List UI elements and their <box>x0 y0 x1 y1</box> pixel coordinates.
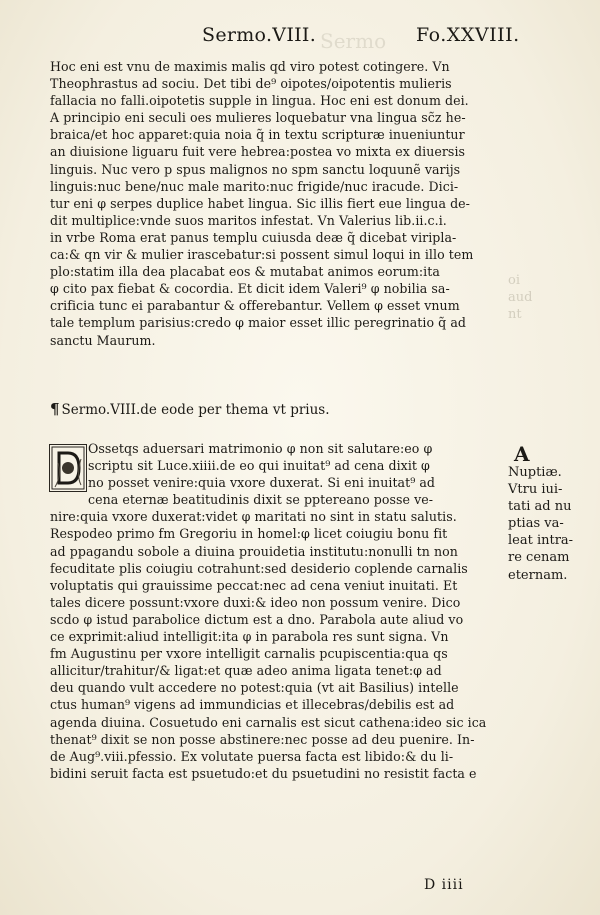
section-heading <box>50 400 330 418</box>
text-line: crificia tunc ei parabantur & offerebantur. Vellem φ esset vnum <box>50 298 460 314</box>
marginal-line: eternam. <box>508 567 568 583</box>
text-line: in vrbe Roma erat panus templu cuiusda deæ q̃ dicebat viripla- <box>50 229 457 245</box>
text-line: voluptatis qui grauissime peccat:nec ad cena veniut inuitati. Et <box>50 577 458 593</box>
text-line: cena eternæ beatitudinis dixit se pptereano posse ve- <box>88 492 434 508</box>
text-line: tur eni φ serpes duplice habet lingua. Sic illis fiert eue lingua de- <box>50 195 470 211</box>
text-line: agenda diuina. Cosuetudo eni carnalis est sicut cathena:ideo sic ica <box>50 714 487 730</box>
text-line: A principio eni seculi oes mulieres loquebatur vna lingua sc̃z he- <box>50 110 466 126</box>
text-line: ca:& qn vir & mulier irascebatur:si possent simul loqui in illo tem <box>50 247 474 263</box>
text-line: de Aug⁹.viii.pfessio. Ex volutate puersa facta est libido:& du li- <box>50 748 454 764</box>
text-line: nire:quia vxore duxerat:videt φ maritati no sint in statu salutis. <box>50 509 457 525</box>
text-line: allicitur/trahitur/& ligat:et quæ adeo anima ligata tenet:φ ad <box>50 663 442 679</box>
text-block-sermon-continuation <box>50 58 535 349</box>
text-line: fecuditate plis coiugiu cotrahunt:sed desiderio coplende carnalis <box>50 560 468 576</box>
signature-mark: D iiii <box>424 877 464 893</box>
show-through-line: nt <box>508 307 522 322</box>
text-line: fallacia no falli.oipotetis supple in lingua. Hoc eni est donum dei. <box>50 93 469 109</box>
text-line: bidini seruit facta est psuetudo:et du psuetudini no resistit facta e <box>50 765 477 781</box>
text-line: plo:statim illa dea placabat eos & mutabat animos eorum:ita <box>50 264 440 280</box>
text-line: fm Augustinu per vxore intelligit carnalis pcupiscentia:qua qs <box>50 646 448 662</box>
paragraph-mark-icon: ¶ <box>50 400 60 418</box>
text-line: Theophrastus ad sociu. Det tibi de⁹ oipotes/oipotentis mulieris <box>50 76 452 92</box>
marginal-line: re cenam <box>508 550 570 566</box>
marginal-line: Nuptiæ. <box>508 465 562 480</box>
text-line: tales dicere possunt:vxore duxi:& ideo non possum venire. Dico <box>50 594 461 610</box>
text-line: scdo φ istud parabolice dictum est a dno. Parabola aute aliud vo <box>50 611 464 627</box>
marginal-note <box>508 444 573 584</box>
show-through-heading: Sermo <box>320 29 387 53</box>
text-line: Ossetqs aduersari matrimonio φ non sit salutare:eo φ <box>88 441 433 456</box>
marginal-letter: A <box>514 442 530 466</box>
text-line: sanctu Maurum. <box>50 332 156 348</box>
folio-number: Fo.XXVIII. <box>416 24 520 46</box>
text-line: ad ppagandu sobole a diuina prouidetia institutu:nonulli tn non <box>50 543 458 559</box>
text-line: ce exprimit:aliud intelligit:ita φ in parabola res sunt signa. Vn <box>50 629 449 645</box>
marginal-line: leat intra- <box>508 533 574 549</box>
text-line: tale templum parisius:credo φ maior esset illic peregrinatio q̃ ad <box>50 315 466 331</box>
show-through-line: aud <box>508 290 533 305</box>
marginal-line: Vtru iui- <box>508 482 563 498</box>
section-heading-text: Sermo.VIII.de eode per thema vt prius. <box>61 402 330 418</box>
show-through-line: oi <box>508 273 520 288</box>
text-line: φ cito pax fiebat & cocordia. Et dicit idem Valeri⁹ φ nobilia sa- <box>50 281 450 297</box>
text-line: linguis. Nuc vero p spus malignos no spm sanctu loquunẽ varijs <box>50 161 461 177</box>
text-line: braica/et hoc apparet:quia noia q̃ in textu scripturæ inueniuntur <box>50 127 465 143</box>
text-line: thenat⁹ dixit se non posse abstinere:nec posse ad deu puenire. In- <box>50 731 475 747</box>
text-line: an diuisione liguaru fuit vere hebrea:postea vo mixta ex diuersis <box>50 144 466 160</box>
text-line: dit multiplice:vnde suos maritos infestat. Vn Valerius lib.ii.c.i. <box>50 212 447 228</box>
marginal-line: ptias va- <box>508 516 564 532</box>
text-line: no posset venire:quia vxore duxerat. Si eni inuitat⁹ ad <box>88 475 436 491</box>
text-block-sermon-eight <box>50 440 535 782</box>
text-line: deu quando vult accedere no potest:quia (vt ait Basilius) intelle <box>50 680 459 696</box>
text-line: Respodeo primo fm Gregoriu in homel:φ licet coiugiu bonu fit <box>50 526 448 542</box>
text-line: scriptu sit Luce.xiiii.de eo qui inuitat⁹ ad cena dixit φ <box>88 458 430 474</box>
marginal-line: tati ad nu <box>508 499 572 515</box>
running-title: Sermo.VIII. <box>202 24 317 46</box>
page-header <box>0 24 600 50</box>
text-line: linguis:nuc bene/nuc male marito:nuc frigide/nuc iracude. Dici- <box>50 178 459 194</box>
text-line: Hoc eni est vnu de maximis malis qd viro potest cotingere. Vn <box>50 59 450 74</box>
text-line: ctus human⁹ vigens ad immundicias et illecebras/debilis est ad <box>50 697 455 713</box>
